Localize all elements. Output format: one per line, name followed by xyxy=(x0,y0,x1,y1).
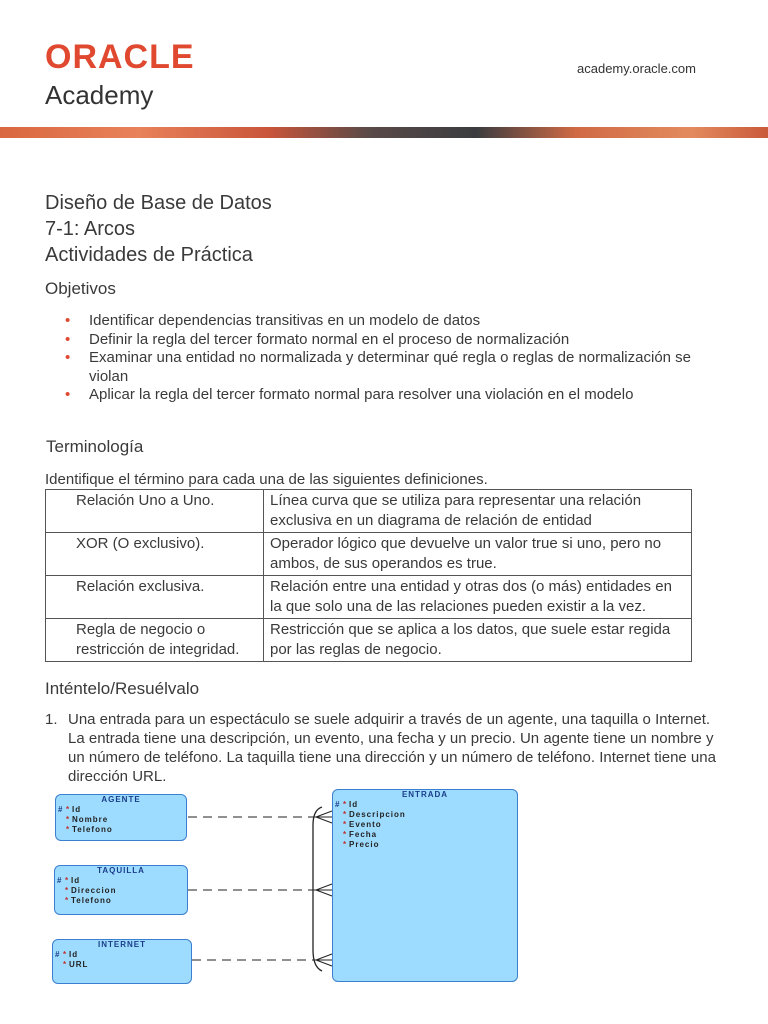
entity-attribute: * Precio xyxy=(343,840,380,849)
definition-cell: Operador lógico que devuelve un valor true si uno, pero no ambos, de sus operandos es true. xyxy=(264,533,692,576)
item-text: Una entrada para un espectáculo se suele adquirir a través de un agente, una taquilla o Internet. La entrada tiene una descripción, un evento, una fecha y un precio. Un agente tiene un nombre y un número de teléfono. La taquilla tiene una dirección y un número de teléfono. Internet tiene una dirección URL. xyxy=(68,711,716,785)
entity-title: TAQUILLA xyxy=(97,866,145,875)
practica-list xyxy=(45,710,725,786)
table-row xyxy=(46,490,692,533)
entity-taquilla[interactable] xyxy=(54,865,188,915)
table-row xyxy=(46,576,692,619)
title-activities: Actividades de Práctica xyxy=(45,244,253,266)
entity-attribute: * Evento xyxy=(343,820,382,829)
entity-attribute: * Descripcion xyxy=(343,810,406,819)
list-item: • Aplicar la regla del tercer formato normal para resolver una violación en el modelo xyxy=(65,386,634,403)
definition-cell: Relación entre una entidad y otras dos (o más) entidades en la que solo una de las relaciones pueden existir a la vez. xyxy=(264,576,692,619)
definition-cell: Línea curva que se utiliza para representar una relación exclusiva en un diagrama de relación de entidad xyxy=(264,490,692,533)
list-item: • Identificar dependencias transitivas en un modelo de datos xyxy=(65,312,481,329)
term-cell[interactable]: Relación Uno a Uno. xyxy=(46,490,264,533)
terminology-table xyxy=(45,489,692,662)
entity-title: AGENTE xyxy=(101,795,141,804)
definition-cell: Restricción que se aplica a los datos, que suele estar regida por las reglas de negocio. xyxy=(264,619,692,662)
objetivos-list xyxy=(65,312,705,405)
entity-attribute: * Direccion xyxy=(65,886,117,895)
entity-attribute: * Nombre xyxy=(66,815,109,824)
objetivos-heading: Objetivos xyxy=(45,279,116,298)
entity-attribute: * URL xyxy=(63,960,89,969)
entity-entrada[interactable] xyxy=(332,789,518,982)
list-item xyxy=(45,710,725,786)
entity-title: ENTRADA xyxy=(401,790,449,799)
oracle-academy-logo xyxy=(45,40,195,110)
entity-attribute: * Fecha xyxy=(343,830,378,839)
list-item: • Examinar una entidad no normalizada y determinar qué regla o reglas de normalización se violan xyxy=(65,349,692,385)
term-cell[interactable]: XOR (O exclusivo). xyxy=(46,533,264,576)
bullet-icon: • xyxy=(65,330,71,348)
terminologia-intro: Identifique el término para cada una de las siguientes definiciones. xyxy=(45,471,488,488)
entity-title: INTERNET xyxy=(98,940,146,949)
practica-heading: Inténtelo/Resuélvalo xyxy=(45,679,200,698)
list-item: • Definir la regla del tercer formato normal en el proceso de normalización xyxy=(65,330,570,348)
logo-oracle-text: ORACLE xyxy=(45,38,195,76)
bullet-icon: • xyxy=(65,386,71,403)
entity-attribute: # * Id xyxy=(57,876,81,885)
entity-internet[interactable] xyxy=(52,939,192,984)
term-cell[interactable]: Regla de negocio o restricción de integridad. xyxy=(46,619,264,662)
decorative-banner xyxy=(0,127,768,138)
bullet-icon: • xyxy=(65,349,71,366)
term-cell[interactable]: Relación exclusiva. xyxy=(46,576,264,619)
site-url: academy.oracle.com xyxy=(577,61,696,76)
entity-attribute: # * Id xyxy=(58,805,82,814)
title-lesson: 7-1: Arcos xyxy=(45,218,136,240)
title-course: Diseño de Base de Datos xyxy=(45,192,272,214)
entity-attribute: # * Id xyxy=(335,800,359,809)
logo-academy-text: Academy xyxy=(45,80,154,110)
terminologia-heading: Terminología xyxy=(46,437,144,456)
bullet-icon: • xyxy=(65,312,71,329)
item-number: 1. xyxy=(45,711,58,728)
document-title xyxy=(45,190,272,268)
entity-attribute: * Telefono xyxy=(66,825,113,834)
table-row xyxy=(46,533,692,576)
entity-attribute: # * Id xyxy=(55,950,79,959)
entity-attribute: * Telefono xyxy=(65,896,112,905)
table-row xyxy=(46,619,692,662)
entity-agente[interactable] xyxy=(55,794,187,841)
